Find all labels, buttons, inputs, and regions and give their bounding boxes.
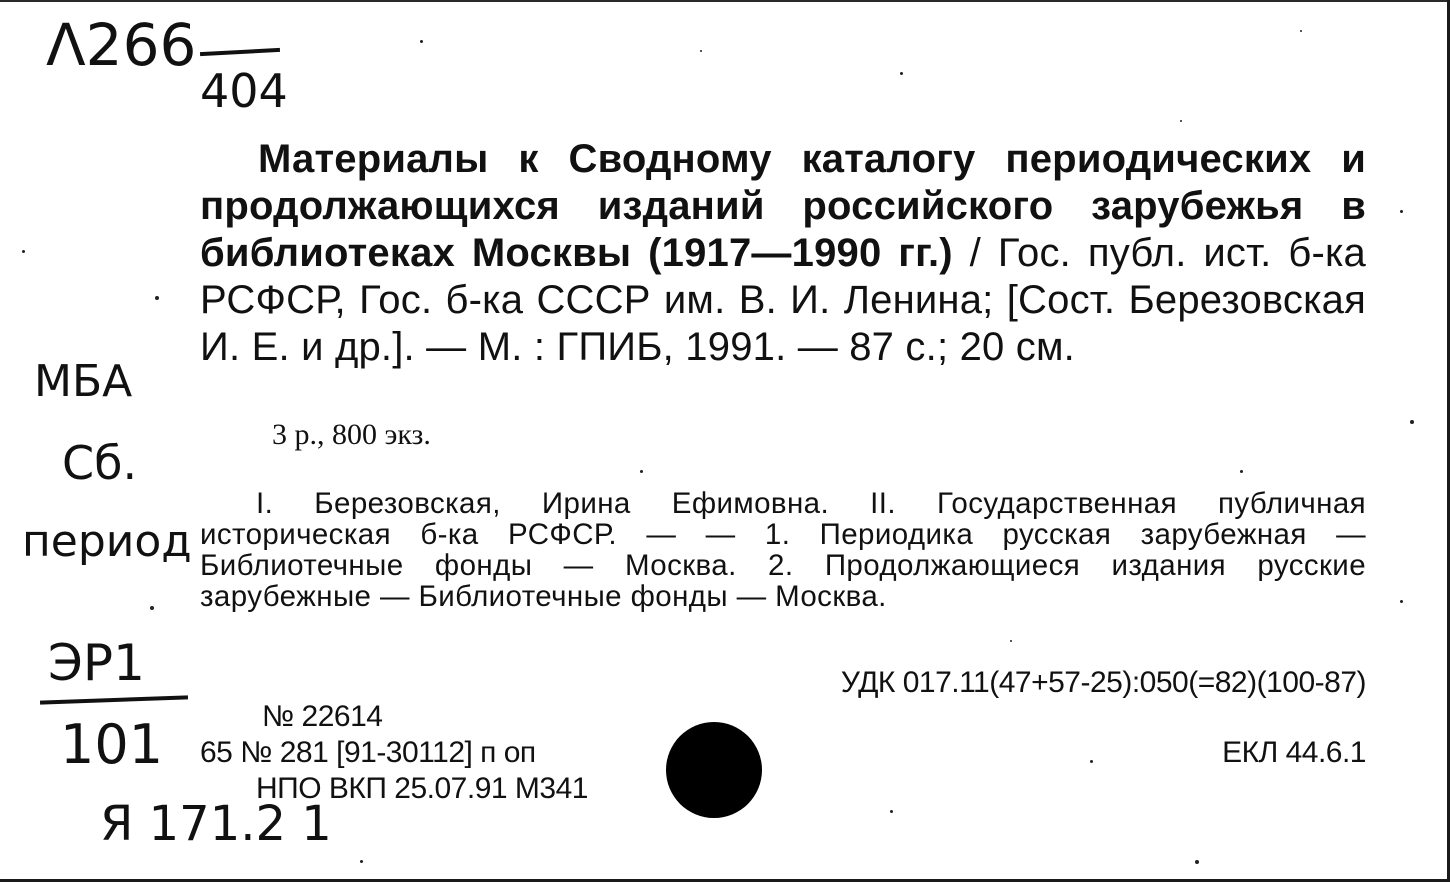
handwritten-shelfmark-denominator: 404 [200,64,288,118]
bibliographic-description [200,136,1366,371]
handwritten-shelfmark: Λ266 [46,11,197,79]
entry-price: 3 р., 800 экз. [272,418,431,451]
entry-title: Материалы к Сводному каталогу периодических и продолжающихся изданий российского зарубежья в библиотеках Москвы (1917—1990 гг.) [200,137,1366,275]
imprint-number: № 22614 [262,700,383,733]
handwritten-period: период [22,516,192,567]
shelfmark-fraction-line [200,48,280,56]
imprint-order: 65 № 281 [91-30112] п оп [200,736,536,769]
handwritten-er-denominator: 101 [60,713,164,776]
card-top-edge [0,0,1450,2]
punch-hole [666,722,762,818]
handwritten-er-numerator: ЭР1 [48,634,145,692]
handwritten-mba: МБА [34,356,133,407]
imprint-printer: НПО ВКП 25.07.91 М341 [256,772,588,805]
handwritten-bottom-code: Я 171.2 1 [100,796,332,852]
handwritten-sb: Сб. [62,436,138,490]
udk-code: УДК 017.11(47+57-25):050(=82)(100-87) [840,666,1366,699]
ekl-code: ЕКЛ 44.6.1 [1222,736,1366,769]
entry-tracings [200,488,1366,612]
er-fraction-line [40,695,188,704]
entry-responsibility: / Гос. публ. ист. б-ка РСФСР, Гос. б-ка СССР им. В. И. Ленина; [Сост. Березовская И. Е. и др.]. — М. : ГПИБ, 1991. — 87 с.; 20 см. [200,231,1367,369]
tracings-text: I. Березовская, Ирина Ефимовна. II. Государственная публичная историческая б-ка РСФСР. — — 1. Периодика русская зарубежная — Библиотечные фонды — Москва. 2. Продолжающиеся издания русские зарубежные — Библиотечные фонды — Москва. [200,487,1366,613]
